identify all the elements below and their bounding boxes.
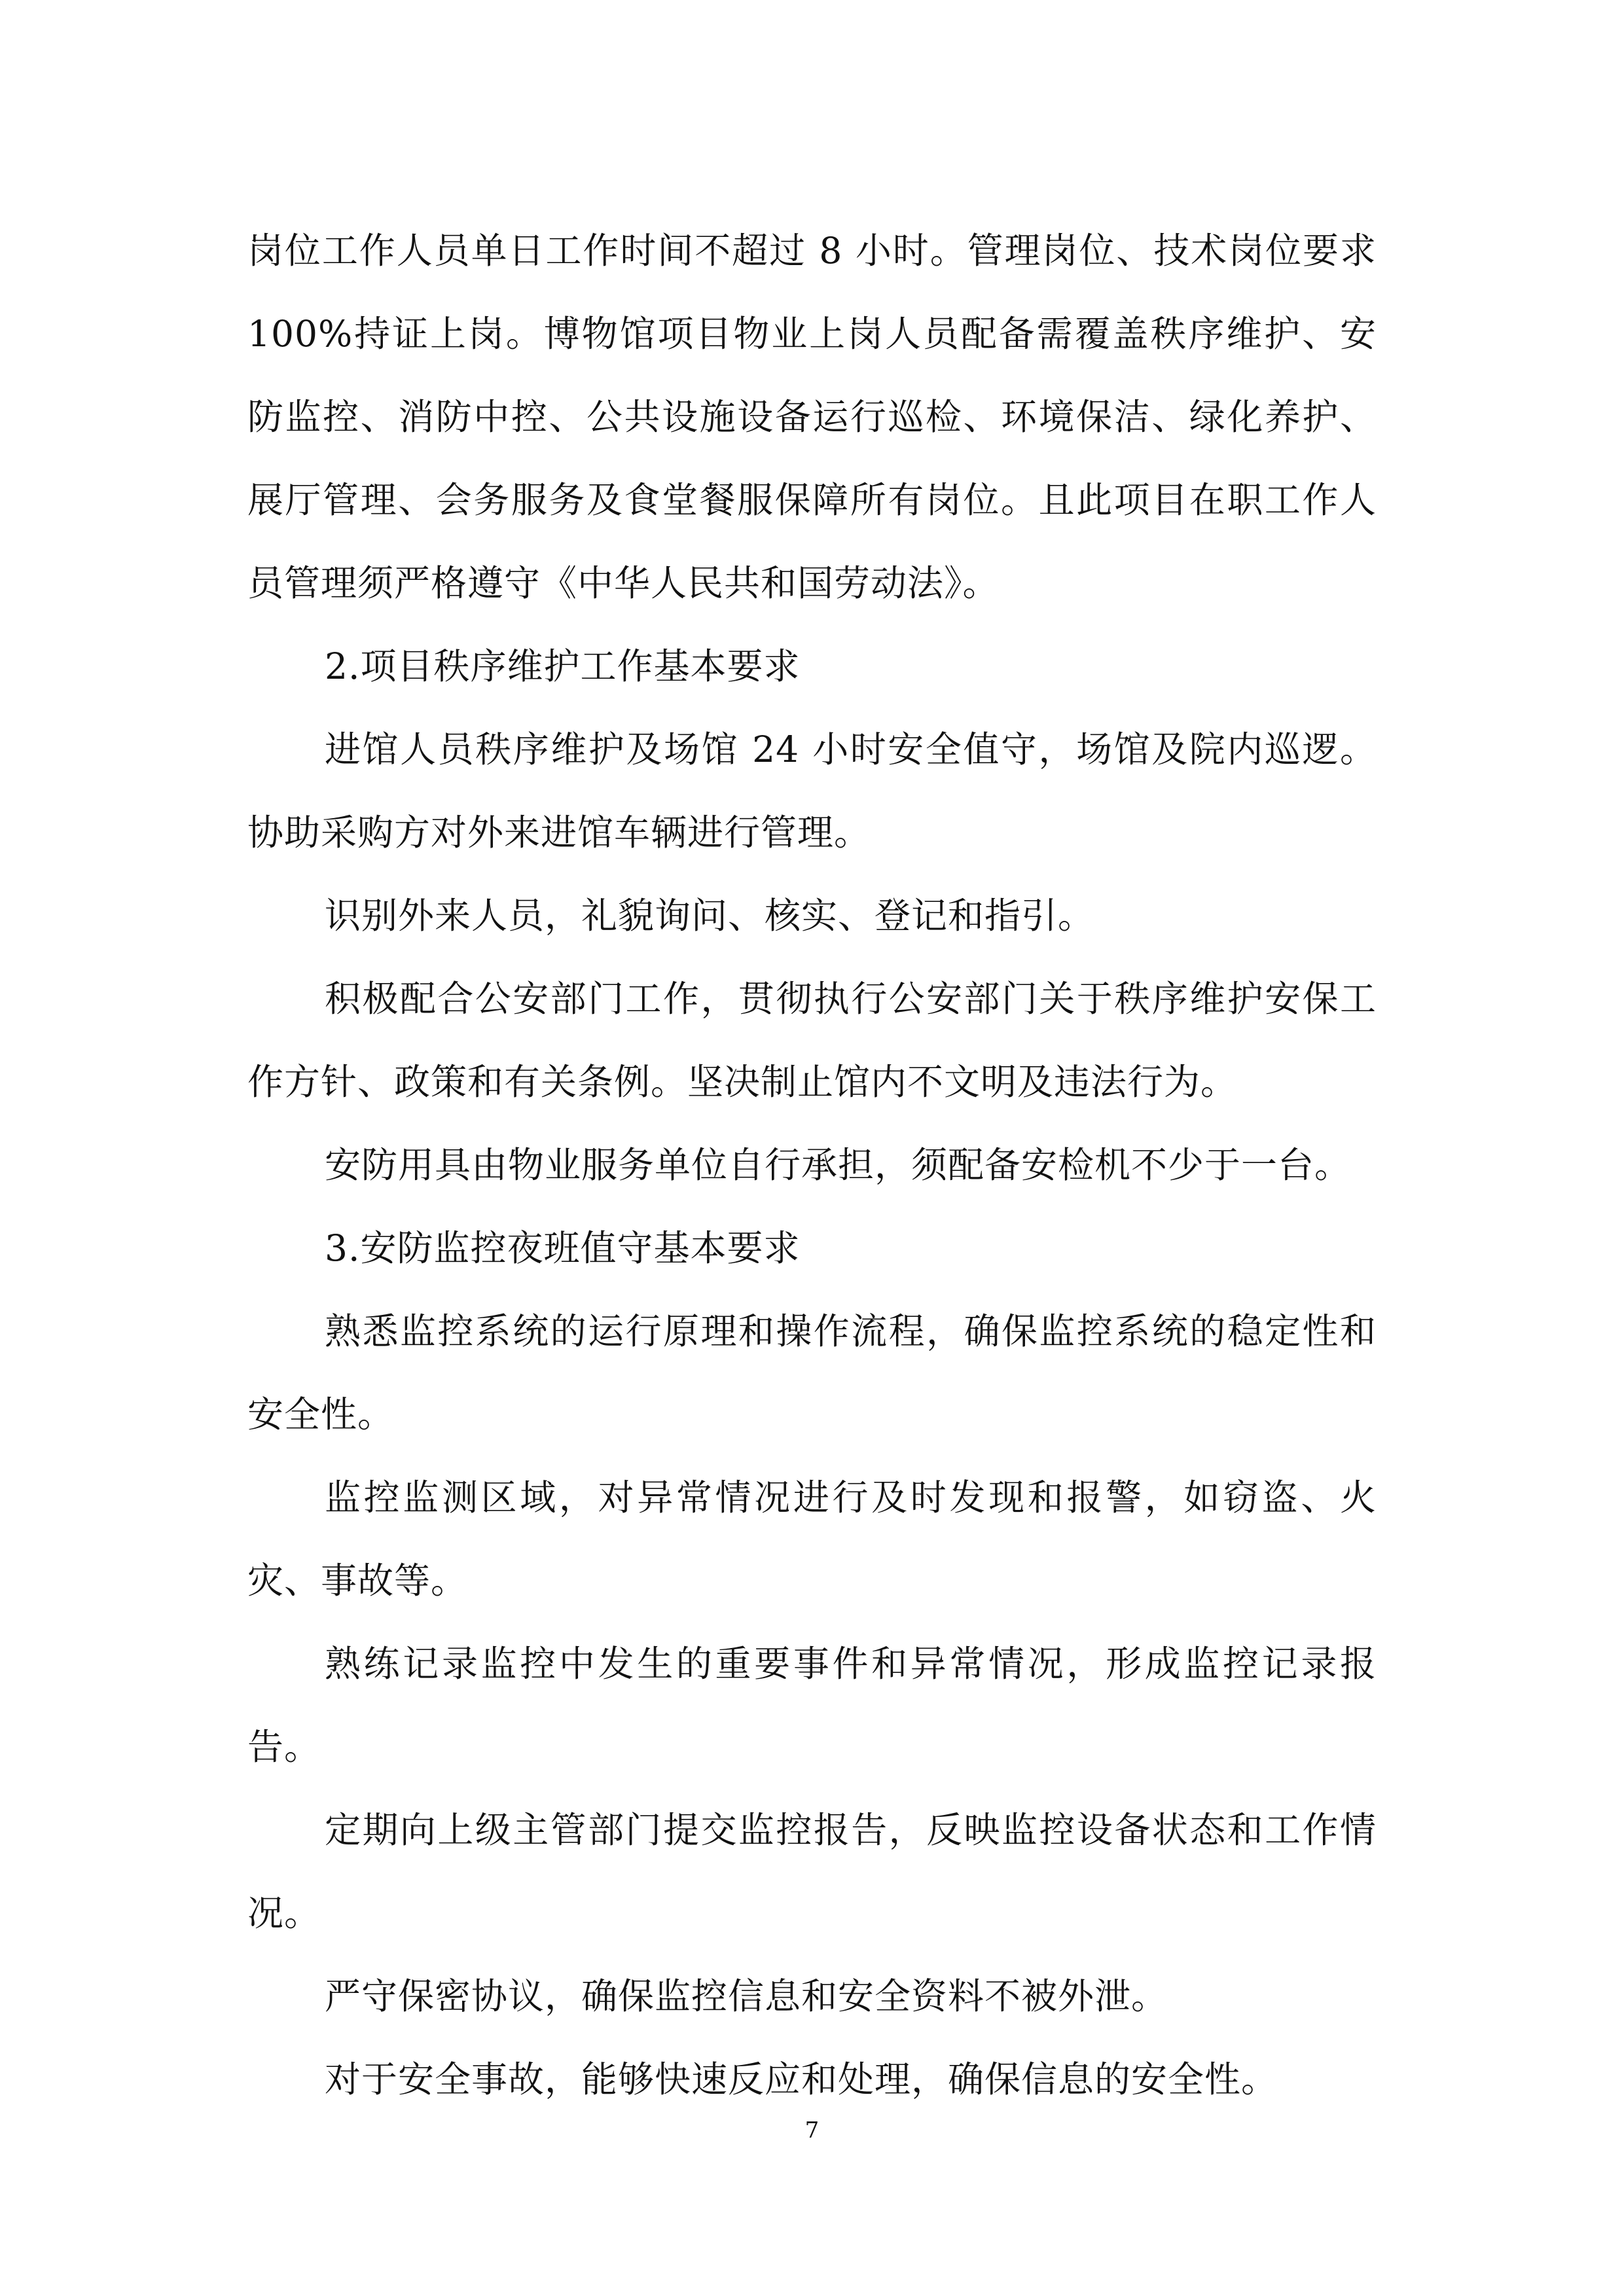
heading-order-maintenance: 2.项目秩序维护工作基本要求 xyxy=(325,645,801,687)
paragraph-system-familiarity: 熟悉监控系统的运行原理和操作流程，确保监控系统的稳定性和安全性。 xyxy=(247,1310,1377,1435)
paragraph-incident-response: 对于安全事故，能够快速反应和处理，确保信息的安全性。 xyxy=(325,2058,1278,2100)
page-number: 7 xyxy=(804,2117,820,2144)
paragraph-confidentiality: 严守保密协议，确保监控信息和安全资料不被外泄。 xyxy=(325,1975,1168,2017)
paragraph-on-duty: 进馆人员秩序维护及场馆 24 小时安全值守，场馆及院内巡逻。协助采购方对外来进馆车辆进行管理。 xyxy=(247,728,1377,853)
paragraph-visitors: 识别外来人员，礼貌询问、核实、登记和指引。 xyxy=(325,895,1095,937)
paragraph-area-monitoring: 监控监测区域，对异常情况进行及时发现和报警，如窃盗、火灾、事故等。 xyxy=(247,1477,1377,1602)
heading-monitoring-night-shift: 3.安防监控夜班值守基本要求 xyxy=(325,1227,801,1269)
paragraph-police-cooperation: 积极配合公安部门工作，贯彻执行公安部门关于秩序维护安保工作方针、政策和有关条例。坚决制止馆内不文明及违法行为。 xyxy=(247,978,1377,1103)
paragraph-reporting: 定期向上级主管部门提交监控报告，反映监控设备状态和工作情况。 xyxy=(247,1809,1377,1934)
paragraph-security-equipment: 安防用具由物业服务单位自行承担，须配备安检机不少于一台。 xyxy=(325,1144,1352,1186)
paragraph-recording: 熟练记录监控中发生的重要事件和异常情况，形成监控记录报告。 xyxy=(247,1643,1377,1768)
body-text xyxy=(247,209,1377,2121)
paragraph-staff-requirements: 岗位工作人员单日工作时间不超过 8 小时。管理岗位、技术岗位要求 100%持证上岗。博物馆项目物业上岗人员配备需覆盖秩序维护、安防监控、消防中控、公共设施设备运行巡检、环境保洁、绿化养护、展厅管理、会务服务及食堂餐服保障所有岗位。且此项目在职工作人员管理须严格遵守《中华人民共和国劳动法》。 xyxy=(247,230,1377,604)
